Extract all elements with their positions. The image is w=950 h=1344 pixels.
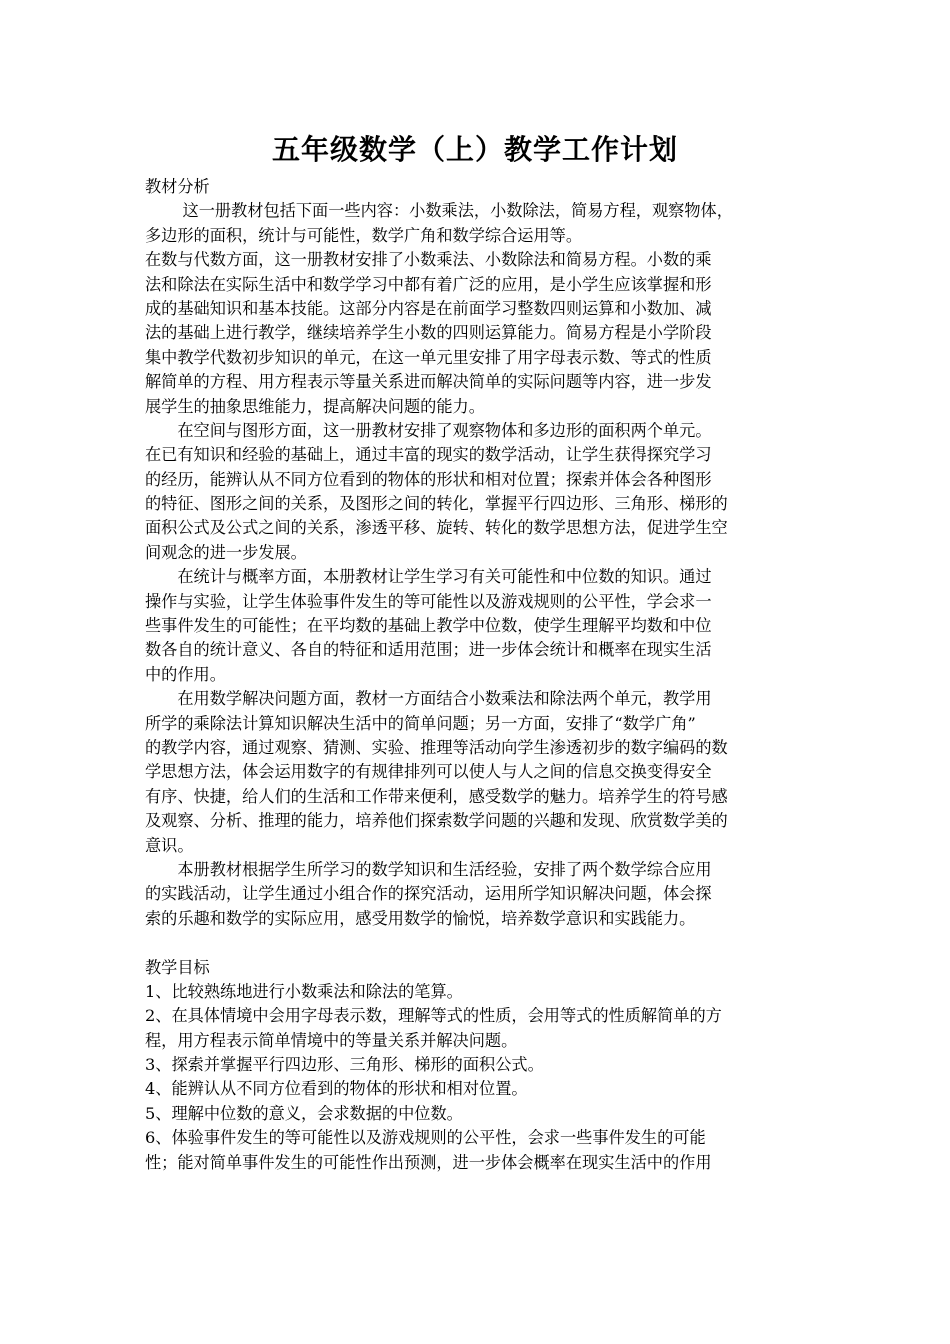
text-line: 面积公式及公式之间的关系，渗透平移、旋转、转化的数学思想方法，促进学生空	[145, 518, 728, 538]
text-line: 解简单的方程、用方程表示等量关系进而解决简单的实际问题等内容，进一步发	[145, 372, 712, 392]
text-line: 意识。	[145, 835, 194, 855]
document-body	[145, 175, 810, 1175]
text-line: 在统计与概率方面，本册教材让学生学习有关可能性和中位数的知识。通过	[145, 567, 712, 587]
text-line: 的教学内容，通过观察、猜测、实验、推理等活动向学生渗透初步的数字编码的数	[145, 737, 728, 757]
text-line: 在数与代数方面，这一册教材安排了小数乘法、小数除法和简易方程。小数的乘	[145, 250, 712, 270]
text-line: 法的基础上进行教学，继续培养学生小数的四则运算能力。简易方程是小学阶段	[145, 323, 712, 343]
text-line: 些事件发生的可能性；在平均数的基础上教学中位数，使学生理解平均数和中位	[145, 616, 712, 636]
text-line: 学思想方法，体会运用数字的有规律排列可以使人与人之间的信息交换变得安全	[145, 762, 712, 782]
text-line: 成的基础知识和基本技能。这部分内容是在前面学习整数四则运算和小数加、减	[145, 298, 712, 318]
text-line: 在已有知识和经验的基础上，通过丰富的现实的数学活动，让学生获得探究学习	[145, 445, 712, 465]
text-line: 程，用方程表示简单情境中的等量关系并解决问题。	[145, 1030, 518, 1050]
text-line: 及观察、分析、推理的能力，培养他们探索数学问题的兴趣和发现、欣赏数学美的	[145, 811, 728, 831]
text-line: 的实践活动，让学生通过小组合作的探究活动，运用所学知识解决问题，体会探	[145, 884, 712, 904]
text-line: 教学目标	[145, 957, 210, 977]
text-line: 2、在具体情境中会用字母表示数，理解等式的性质，会用等式的性质解简单的方	[145, 1006, 722, 1026]
text-line: 法和除法在实际生活中和数学学习中都有着广泛的应用，是小学生应该掌握和形	[145, 274, 712, 294]
text-line: 有序、快捷，给人们的生活和工作带来便利，感受数学的魅力。培养学生的符号感	[145, 786, 728, 806]
text-line: 数各自的统计意义、各自的特征和适用范围；进一步体会统计和概率在现实生活	[145, 640, 712, 660]
blank-line	[145, 931, 810, 955]
text-line: 间观念的进一步发展。	[145, 542, 307, 562]
text-line: 在空间与图形方面，这一册教材安排了观察物体和多边形的面积两个单元。	[145, 420, 712, 440]
text-line: 索的乐趣和数学的实际应用，感受用数学的愉悦，培养数学意识和实践能力。	[145, 908, 696, 928]
text-line: 展学生的抽象思维能力，提高解决问题的能力。	[145, 396, 485, 416]
text-line: 中的作用。	[145, 664, 226, 684]
text-line: 多边形的面积，统计与可能性，数学广角和数学综合运用等。	[145, 225, 583, 245]
text-line: 6、体验事件发生的等可能性以及游戏规则的公平性，会求一些事件发生的可能	[145, 1128, 706, 1148]
text-line: 3、探索并掌握平行四边形、三角形、梯形的面积公式。	[145, 1055, 544, 1075]
text-line: 4、能辨认从不同方位看到的物体的形状和相对位置。	[145, 1079, 528, 1099]
text-line: 所学的乘除法计算知识解决生活中的简单问题；另一方面，安排了“数学广角”	[145, 713, 696, 733]
text-line: 在用数学解决问题方面，教材一方面结合小数乘法和除法两个单元，教学用	[145, 689, 712, 709]
text-line: 这一册教材包括下面一些内容：小数乘法，小数除法，简易方程，观察物体，	[145, 201, 733, 221]
text-line: 教材分析	[145, 177, 210, 196]
text-line: 本册教材根据学生所学习的数学知识和生活经验，安排了两个数学综合应用	[145, 859, 712, 879]
text-line: 操作与实验，让学生体验事件发生的等可能性以及游戏规则的公平性，学会求一	[145, 591, 712, 611]
text-line: 集中教学代数初步知识的单元，在这一单元里安排了用字母表示数、等式的性质	[145, 347, 712, 367]
text-line: 的经历，能辨认从不同方位看到的物体的形状和相对位置；探索并体会各种图形	[145, 469, 712, 489]
text-line: 1、比较熟练地进行小数乘法和除法的笔算。	[145, 981, 463, 1001]
text-line: 的特征、图形之间的关系，及图形之间的转化，掌握平行四边形、三角形、梯形的	[145, 494, 728, 514]
text-line: 性；能对简单事件发生的可能性作出预测，进一步体会概率在现实生活中的作用	[145, 1152, 712, 1172]
text-line: 5、理解中位数的意义，会求数据的中位数。	[145, 1103, 463, 1123]
document-title: 五年级数学（上）教学工作计划	[271, 133, 678, 166]
